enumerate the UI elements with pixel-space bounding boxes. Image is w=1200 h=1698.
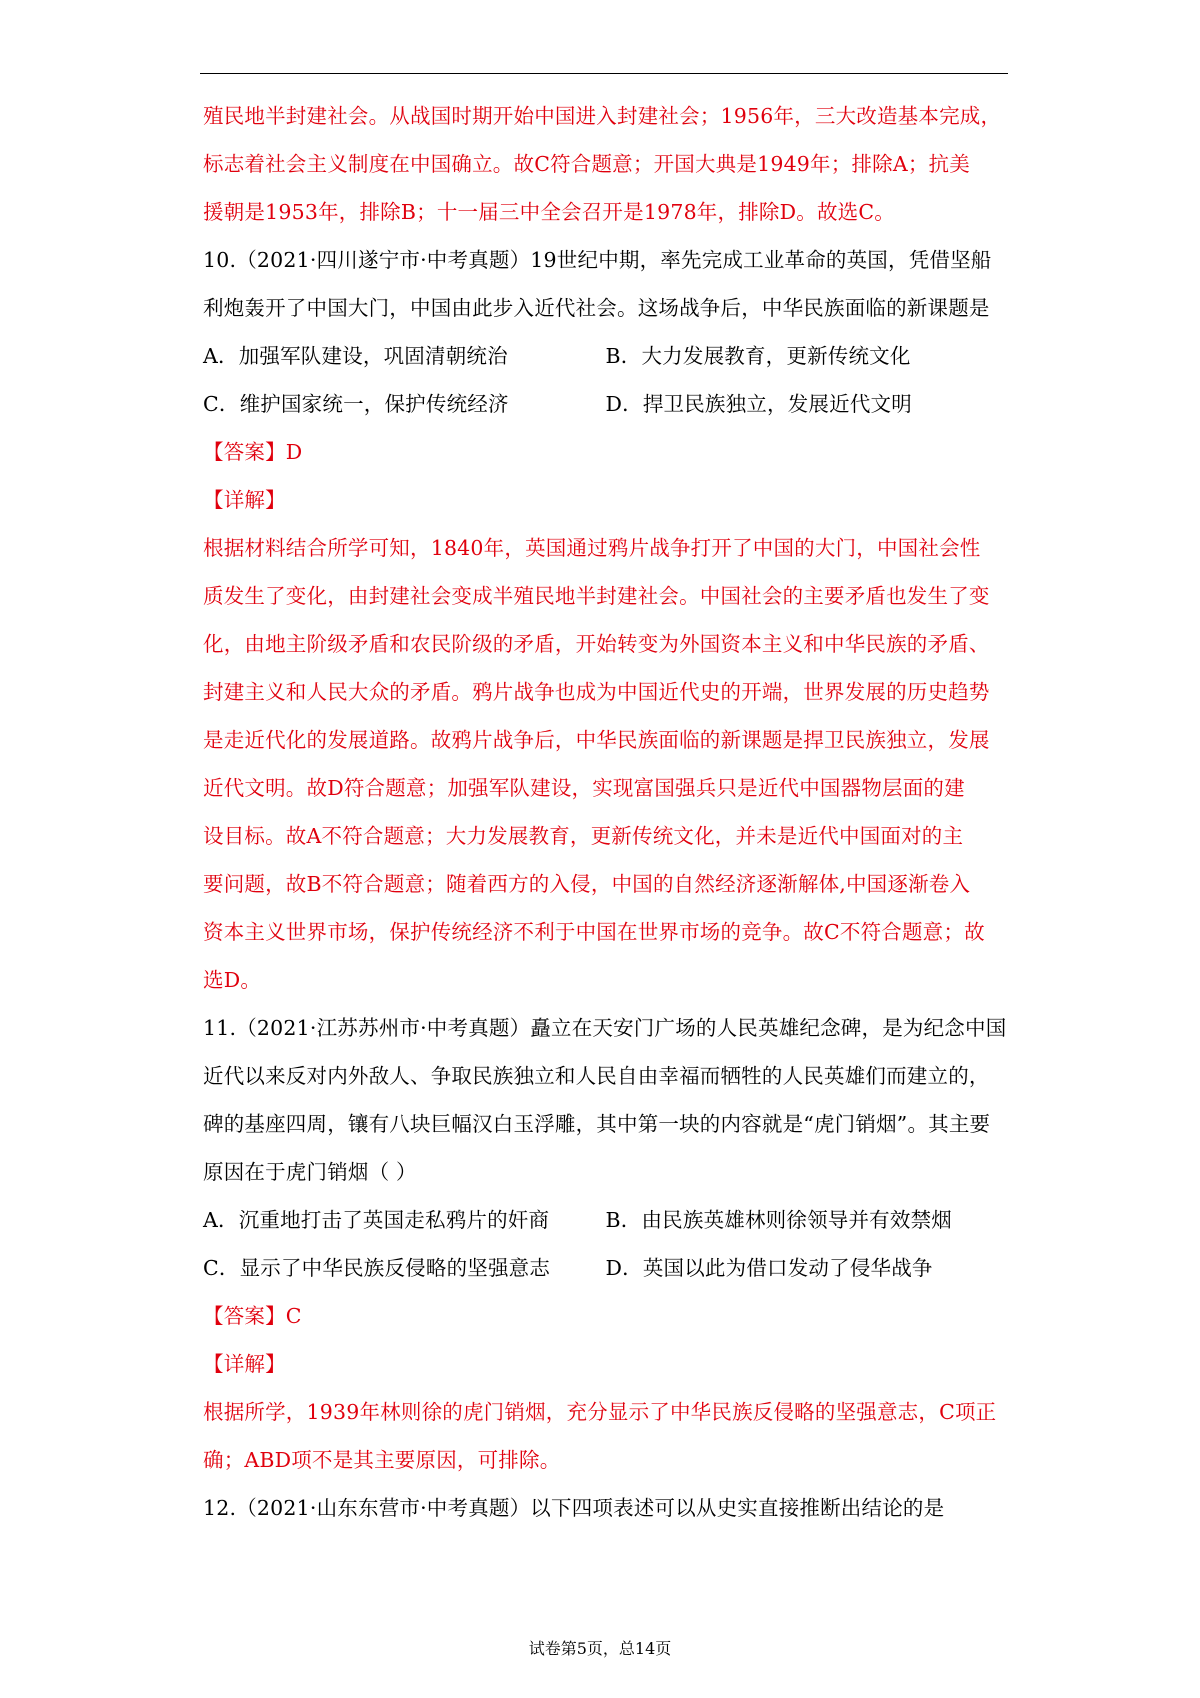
option-b: B．由民族英雄林则徐领导并有效禁烟 [605,1208,952,1232]
prev-explanation-continuation [203,92,1008,236]
answer-label: 【答案】D [203,440,303,464]
explanation-line: 根据所学，1939年林则徐的虎门销烟，充分显示了中华民族反侵略的坚强意志，C项正 [203,1400,997,1424]
text-line: 援朝是1953年，排除B；十一届三中全会召开是1978年，排除D。故选C。 [203,200,895,224]
question-stem-line: 11.（2021·江苏苏州市·中考真题）矗立在天安门广场的人民英雄纪念碑，是为纪念中国 [203,1016,1007,1040]
question-11 [203,1004,1008,1484]
option-d: D．捍卫民族独立，发展近代文明 [605,392,912,416]
explanation-line: 选D。 [203,968,262,992]
page-footer: 试卷第5页，总14页 [528,1639,672,1658]
question-stem-line: 近代以来反对内外敌人、争取民族独立和人民自由幸福而牺牲的人民英雄们而建立的， [203,1064,990,1088]
question-stem-line: 碑的基座四周，镶有八块巨幅汉白玉浮雕，其中第一块的内容就是“虎门销烟”。其主要 [203,1112,991,1136]
explanation-line: 化，由地主阶级矛盾和农民阶级的矛盾，开始转变为外国资本主义和中华民族的矛盾、 [203,632,990,656]
explanation-line: 根据材料结合所学可知，1840年，英国通过鸦片战争打开了中国的大门，中国社会性 [203,536,981,560]
answer-label: 【答案】C [203,1304,302,1328]
page-content [203,92,1008,1532]
option-a: A．加强军队建设，巩固清朝统治 [203,344,508,368]
text-line: 标志着社会主义制度在中国确立。故C符合题意；开国大典是1949年；排除A；抗美 [203,152,970,176]
question-stem-line: 12.（2021·山东东营市·中考真题）以下四项表述可以从史实直接推断出结论的是 [203,1496,945,1520]
question-12 [203,1484,1008,1532]
option-d: D．英国以此为借口发动了侵华战争 [605,1256,933,1280]
detail-label: 【详解】 [203,1352,286,1376]
question-stem-line: 10.（2021·四川遂宁市·中考真题）19世纪中期，率先完成工业革命的英国，凭借坚船 [203,248,992,272]
question-10 [203,236,1008,1004]
options-row [203,1244,1008,1292]
option-c: C．维护国家统一，保护传统经济 [203,392,509,416]
options-row [203,1196,1008,1244]
explanation-line: 要问题，故B不符合题意；随着西方的入侵，中国的自然经济逐渐解体,中国逐渐卷入 [203,872,971,896]
question-stem-line: 利炮轰开了中国大门，中国由此步入近代社会。这场战争后，中华民族面临的新课题是 [203,296,990,320]
header-rule [200,73,1008,74]
explanation-line: 封建主义和人民大众的矛盾。鸦片战争也成为中国近代史的开端，世界发展的历史趋势 [203,680,990,704]
text-line: 殖民地半封建社会。从战国时期开始中国进入封建社会；1956年，三大改造基本完成， [203,104,1002,128]
option-a: A．沉重地打击了英国走私鸦片的奸商 [203,1208,550,1232]
explanation [203,1388,1008,1484]
explanation-line: 确；ABD项不是其主要原因，可排除。 [203,1448,561,1472]
option-b: B．大力发展教育，更新传统文化 [605,344,911,368]
option-c: C．显示了中华民族反侵略的坚强意志 [203,1256,551,1280]
detail-label: 【详解】 [203,488,286,512]
explanation-line: 近代文明。故D符合题意；加强军队建设，实现富国强兵只是近代中国器物层面的建 [203,776,965,800]
options-row [203,332,1008,380]
explanation-line: 设目标。故A不符合题意；大力发展教育，更新传统文化，并未是近代中国面对的主 [203,824,964,848]
explanation-line: 是走近代化的发展道路。故鸦片战争后，中华民族面临的新课题是捍卫民族独立，发展 [203,728,990,752]
explanation-line: 资本主义世界市场，保护传统经济不利于中国在世界市场的竞争。故C不符合题意；故 [203,920,985,944]
question-stem-line: 原因在于虎门销烟（ ） [203,1160,417,1184]
explanation-line: 质发生了变化，由封建社会变成半殖民地半封建社会。中国社会的主要矛盾也发生了变 [203,584,990,608]
options-row [203,380,1008,428]
explanation [203,524,1008,1004]
